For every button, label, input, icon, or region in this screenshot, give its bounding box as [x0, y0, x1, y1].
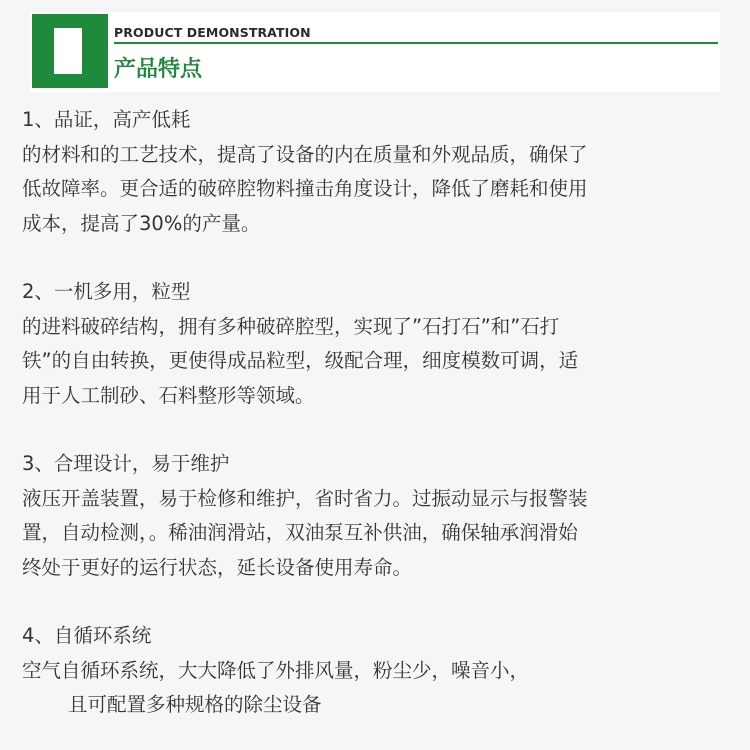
feature-text-line: 铁”的自由转换，更使得成品粒型，级配合理，细度模数可调，适: [22, 349, 579, 372]
feature-text-line: 低故障率。更合适的破碎腔物料撞击角度设计，降低了磨耗和使用: [22, 177, 588, 200]
feature-text-line: 的进料破碎结构，拥有多种破碎腔型，实现了”石打石”和”石打: [22, 314, 560, 338]
feature-heading: 3、合理设计，易于维护: [22, 452, 230, 475]
feature-text-line: 且可配置多种规格的除尘设备: [68, 693, 322, 716]
header-chinese-title: 产品特点: [114, 57, 203, 82]
section-header: [30, 12, 720, 92]
feature-text-line: 用于人工制砂、石料整形等领域。: [22, 383, 315, 407]
header-divider: [114, 42, 718, 44]
header-english-title: PRODUCT DEMONSTRATION: [114, 25, 311, 40]
feature-section-4: [22, 619, 737, 723]
feature-section-1: [22, 103, 737, 241]
feature-section-2: [22, 275, 737, 413]
feature-text-line: 终处于更好的运行状态，延长设备使用寿命。: [22, 555, 413, 579]
logo-icon: [32, 14, 108, 88]
feature-list: [22, 103, 737, 723]
feature-text-line: 液压开盖装置，易于检修和维护，省时省力。过振动显示与报警装: [22, 486, 588, 510]
logo-inner-mark: [54, 28, 82, 74]
feature-heading: 2、一机多用，粒型: [22, 280, 191, 303]
feature-text-line: 的材料和的工艺技术，提高了设备的内在质量和外观品质，确保了: [22, 142, 588, 166]
feature-text-line: 空气自循环系统，大大降低了外排风量，粉尘少，噪音小，: [22, 658, 530, 682]
feature-section-3: [22, 447, 737, 585]
feature-heading: 1、品证，高产低耗: [22, 108, 191, 131]
feature-heading: 4、自循环系统: [22, 624, 152, 647]
feature-text-line: 成本，提高了30%的产量。: [22, 211, 261, 235]
feature-text-line: 置，自动检测，。稀油润滑站，双油泵互补供油，确保轴承润滑始: [22, 521, 578, 544]
